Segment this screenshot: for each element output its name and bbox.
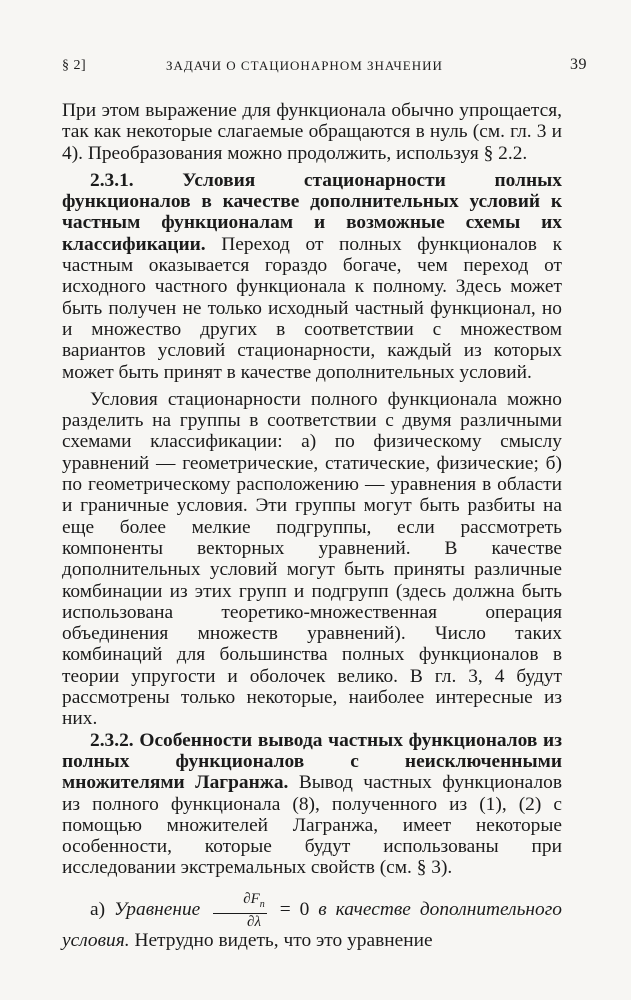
section-2-3-2: [62, 730, 562, 879]
section-2-3-1-heading: 2.3.1. Условия стационарности полных функционалов в качестве дополнительных условий к частным функционалам и возможные схемы их классификации.: [62, 169, 562, 255]
paragraph-intro: При этом выражение для функционала обычно упрощается, так как некоторые слагаемые обращаются в нуль (см. гл. 3 и 4). Преобразования можно продолжить, используя § 2.2.: [62, 100, 562, 164]
page-body: [62, 100, 562, 951]
fraction-numerator: $\partial F_п$: [213, 891, 267, 914]
header-chapter-title: ЗАДАЧИ О СТАЦИОНАРНОМ ЗНАЧЕНИИ: [166, 58, 443, 73]
running-header: [62, 56, 587, 78]
partial-derivative-fraction: [213, 891, 267, 930]
item-a-equals: = 0: [279, 898, 310, 920]
header-section-ref: § 2]: [62, 58, 87, 73]
item-a: [62, 891, 562, 951]
fraction-denominator: ∂λ: [247, 913, 261, 930]
item-a-italic-after: в качестве дополнительного условия.: [62, 898, 563, 951]
page-number: 39: [570, 56, 587, 73]
section-2-3-2-heading: 2.3.2. Особенности вывода частных функционалов из полных функционалов с неисключенными множителями Лагранжа.: [62, 729, 562, 794]
section-2-3-1: [62, 170, 562, 383]
item-a-label: а): [90, 898, 106, 920]
section-2-3-1-text: Переход от полных функционалов к частным оказывается гораздо богаче, чем переход от исходного частного функционала к полному. Здесь может быть получен не только исходный частный функционал, но и множество других в соответствии с множеством вариантов условий стационарности, каждый из которых может быть принят в качестве дополнительных условий.: [62, 233, 562, 383]
paragraph-classification: Условия стационарности полного функционала можно разделить на группы в соответствии с двумя различными схемами классификации: а) по физическому смыслу уравнений — геометрические, статические, физические; б) по геометрическому расположению — уравнения в области и граничные условия. Эти группы могут быть разбиты на еще более мелкие подгруппы, если рассмотреть компоненты векторных уравнений. В качестве дополнительных условий могут быть приняты различные комбинации из этих групп и подгрупп (здесь должна быть использована теоретико-множественная операция объединения множеств уравнений). Число таких комбинаций для большинства полных функционалов в теории упругости и оболочек велико. В гл. 3, 4 будут рассмотрены только некоторые, наиболее интересные из них.: [62, 388, 562, 730]
section-2-3-2-text: Вывод частных функционалов из полного функционала (8), полученного из (1), (2) с помощью множителей Лагранжа, имеет некоторые особенности, которые будут использованы при исследовании экстремальных свойств (см. § 3).: [62, 772, 562, 879]
item-a-text: Нетрудно видеть, что это уравнение: [134, 929, 433, 951]
item-a-italic-before: Уравнение: [114, 898, 201, 920]
